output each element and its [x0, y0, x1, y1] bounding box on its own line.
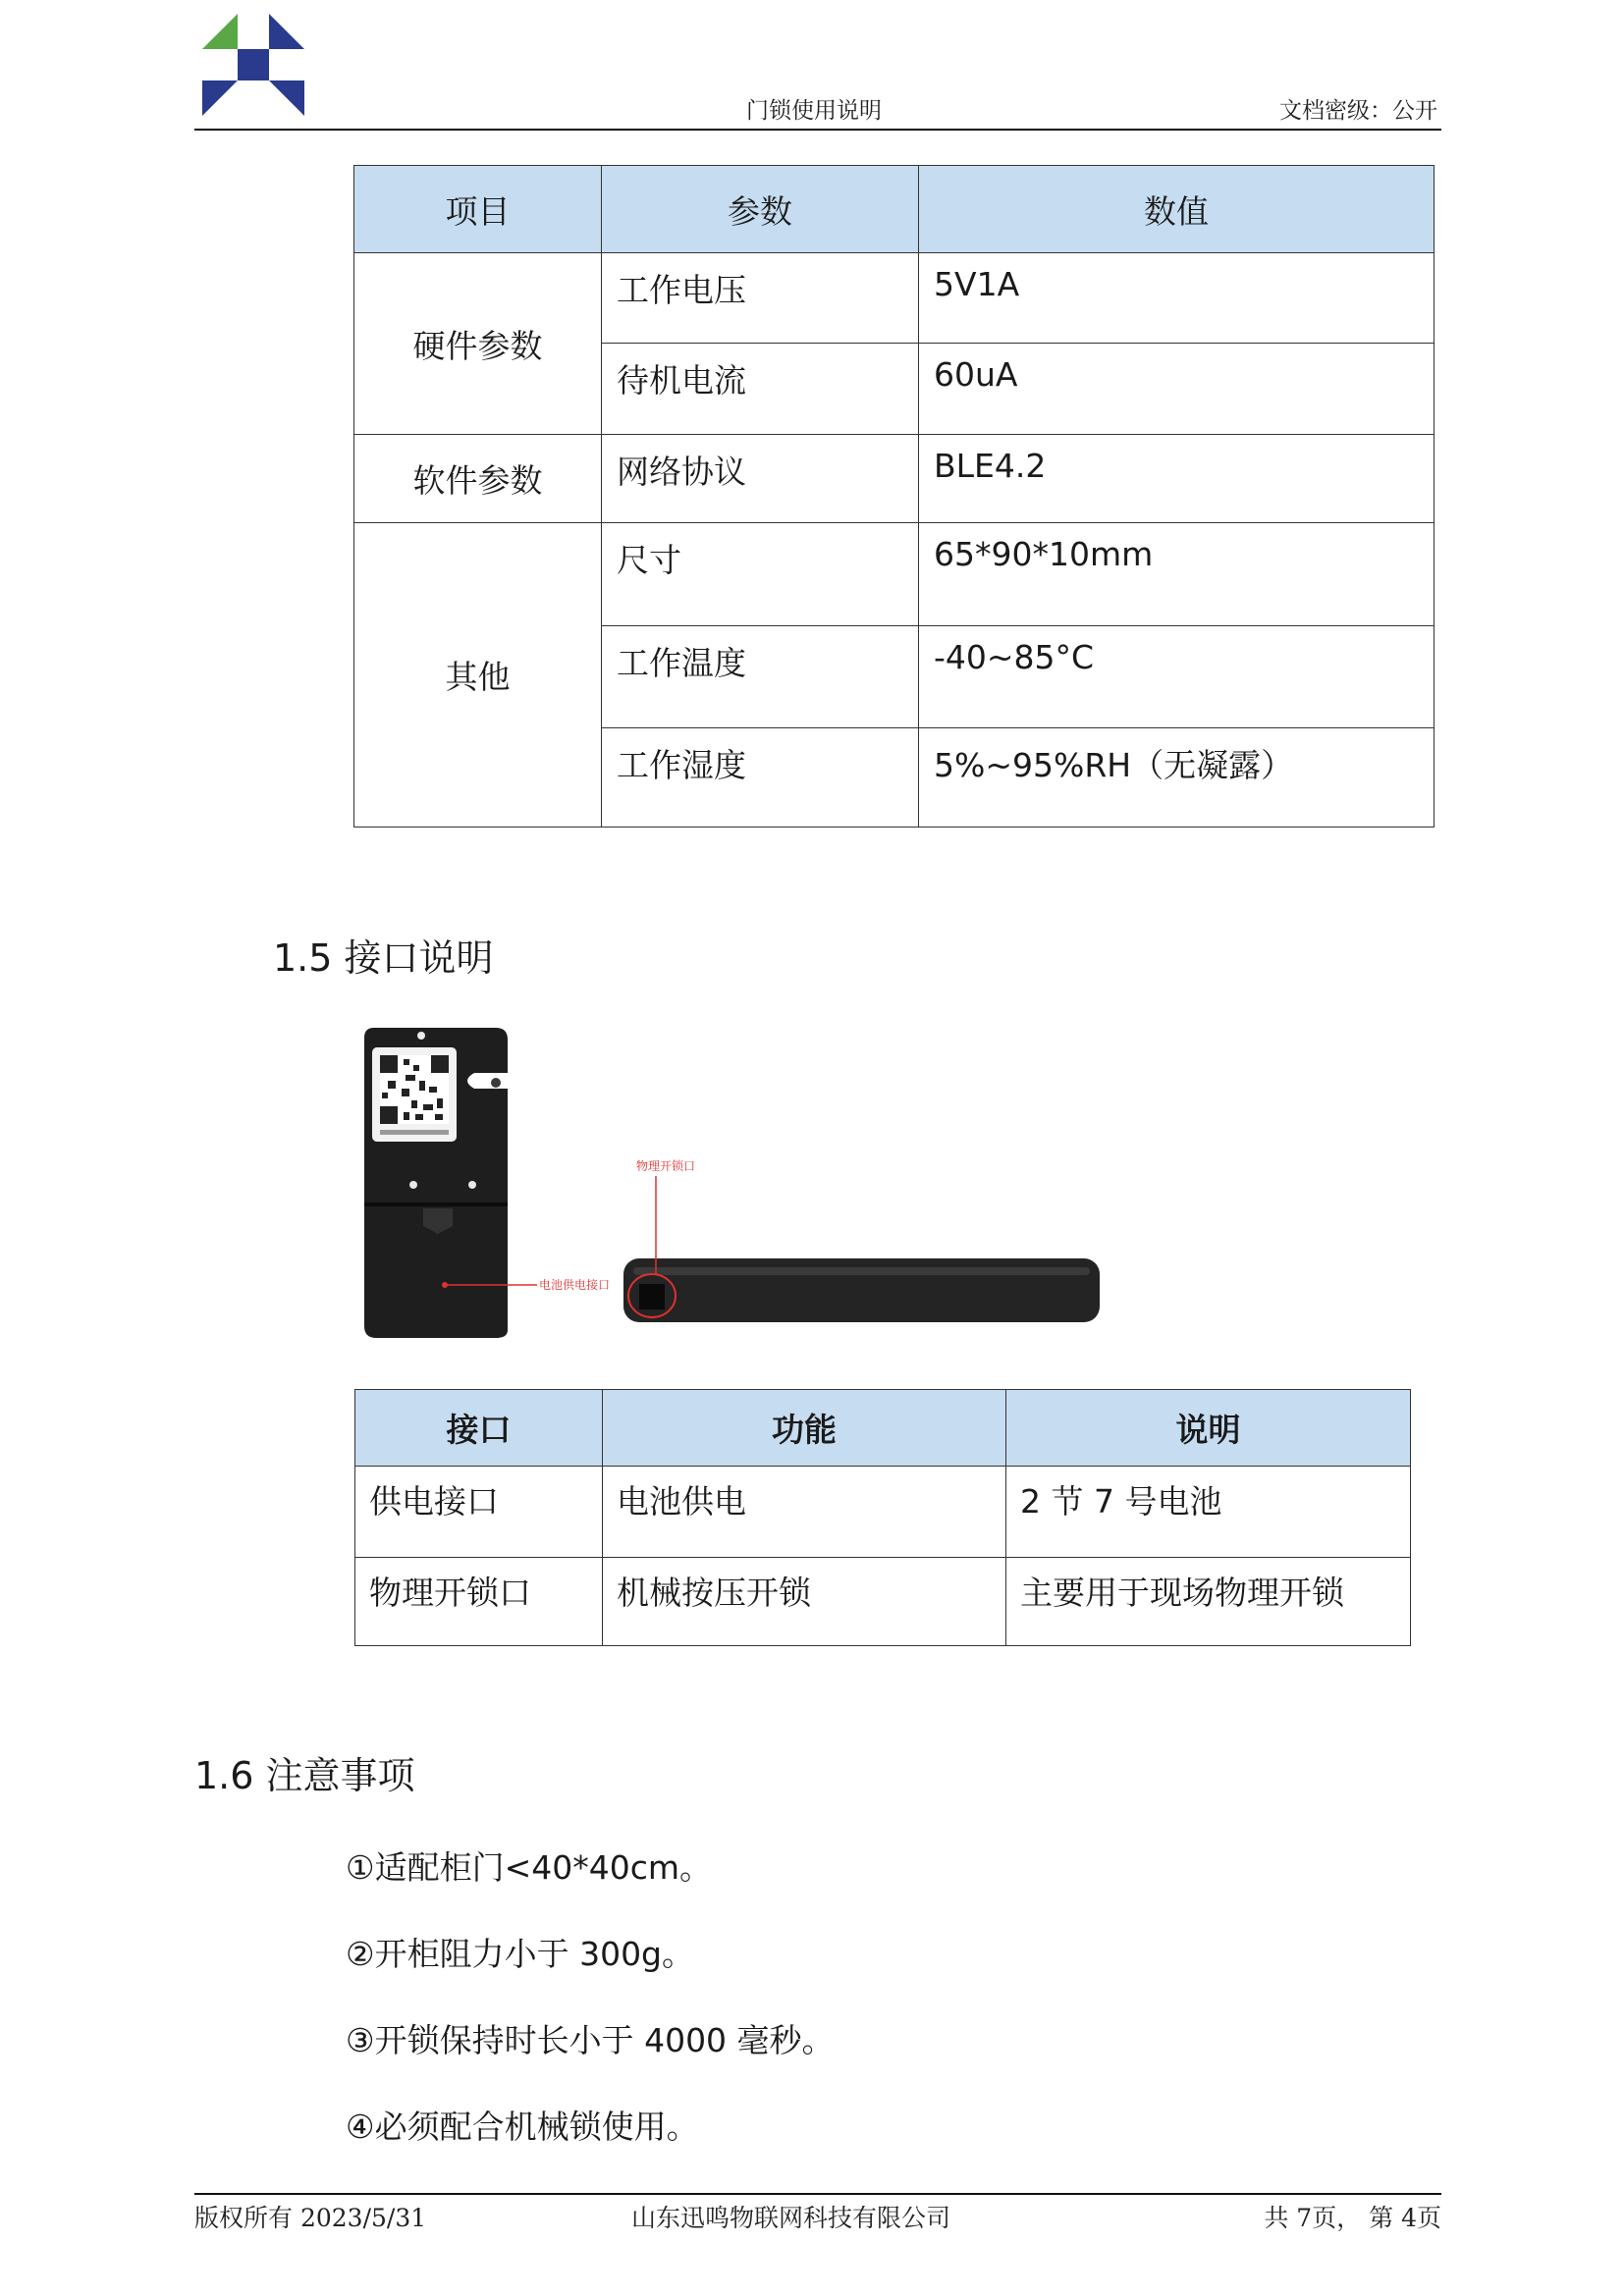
table-cell: 电池供电 [603, 1467, 1006, 1558]
lock-front-image [364, 1028, 610, 1338]
group-cell: 软件参数 [354, 435, 602, 523]
param-cell: 工作电压 [602, 253, 919, 344]
table-row [354, 435, 1435, 523]
header-divider [194, 129, 1441, 131]
table-header-row [354, 166, 1435, 253]
value-cell: 5%~95%RH（无凝露） [919, 728, 1435, 828]
table-header-row [355, 1390, 1411, 1467]
column-header: 数值 [919, 166, 1435, 253]
section-heading-notes: 1.6 注意事项 [194, 1754, 415, 1797]
table-cell: 机械按压开锁 [603, 1558, 1006, 1646]
product-figure [358, 1026, 1114, 1340]
value-cell: 5V1A [919, 253, 1435, 344]
interface-table [354, 1389, 1411, 1646]
group-cell: 其他 [354, 523, 602, 828]
note-item: ②开柜阻力小于 300g。 [346, 1935, 695, 1973]
footer-company: 山东迅鸣物联网科技有限公司 [631, 2204, 951, 2232]
group-cell: 硬件参数 [354, 253, 602, 435]
param-cell: 工作湿度 [602, 728, 919, 828]
column-header: 参数 [602, 166, 919, 253]
table-row [354, 253, 1435, 344]
unlock-port-label: 物理开锁口 [636, 1159, 696, 1173]
table-cell: 供电接口 [355, 1467, 603, 1558]
column-header: 说明 [1006, 1390, 1411, 1467]
company-logo [202, 14, 304, 116]
power-port-label: 电池供电接口 [539, 1278, 611, 1292]
lock-side-image [623, 1158, 1100, 1322]
footer-copyright: 版权所有 2023/5/31 [194, 2204, 427, 2232]
table-row [355, 1467, 1411, 1558]
column-header: 接口 [355, 1390, 603, 1467]
param-cell: 待机电流 [602, 344, 919, 435]
column-header: 功能 [603, 1390, 1006, 1467]
column-header: 项目 [354, 166, 602, 253]
param-cell: 工作温度 [602, 626, 919, 728]
footer-divider [194, 2193, 1441, 2195]
table-cell: 主要用于现场物理开锁 [1006, 1558, 1411, 1646]
value-cell: BLE4.2 [919, 435, 1435, 523]
section-heading-interface: 1.5 接口说明 [273, 936, 494, 980]
param-cell: 网络协议 [602, 435, 919, 523]
value-cell: 65*90*10mm [919, 523, 1435, 626]
value-cell: -40~85°C [919, 626, 1435, 728]
document-title: 门锁使用说明 [746, 98, 882, 124]
footer-page-number: 共 7页， 第 4页 [1264, 2204, 1441, 2232]
table-cell: 2 节 7 号电池 [1006, 1467, 1411, 1558]
document-classification: 文档密级：公开 [1279, 98, 1437, 124]
table-row [354, 523, 1435, 626]
table-cell: 物理开锁口 [355, 1558, 603, 1646]
spec-table [353, 165, 1435, 828]
table-row [355, 1558, 1411, 1646]
note-item: ③开锁保持时长小于 4000 毫秒。 [346, 2021, 835, 2059]
note-item: ①适配柜门<40*40cm。 [346, 1848, 713, 1887]
note-item: ④必须配合机械锁使用。 [346, 2108, 699, 2146]
value-cell: 60uA [919, 344, 1435, 435]
param-cell: 尺寸 [602, 523, 919, 626]
